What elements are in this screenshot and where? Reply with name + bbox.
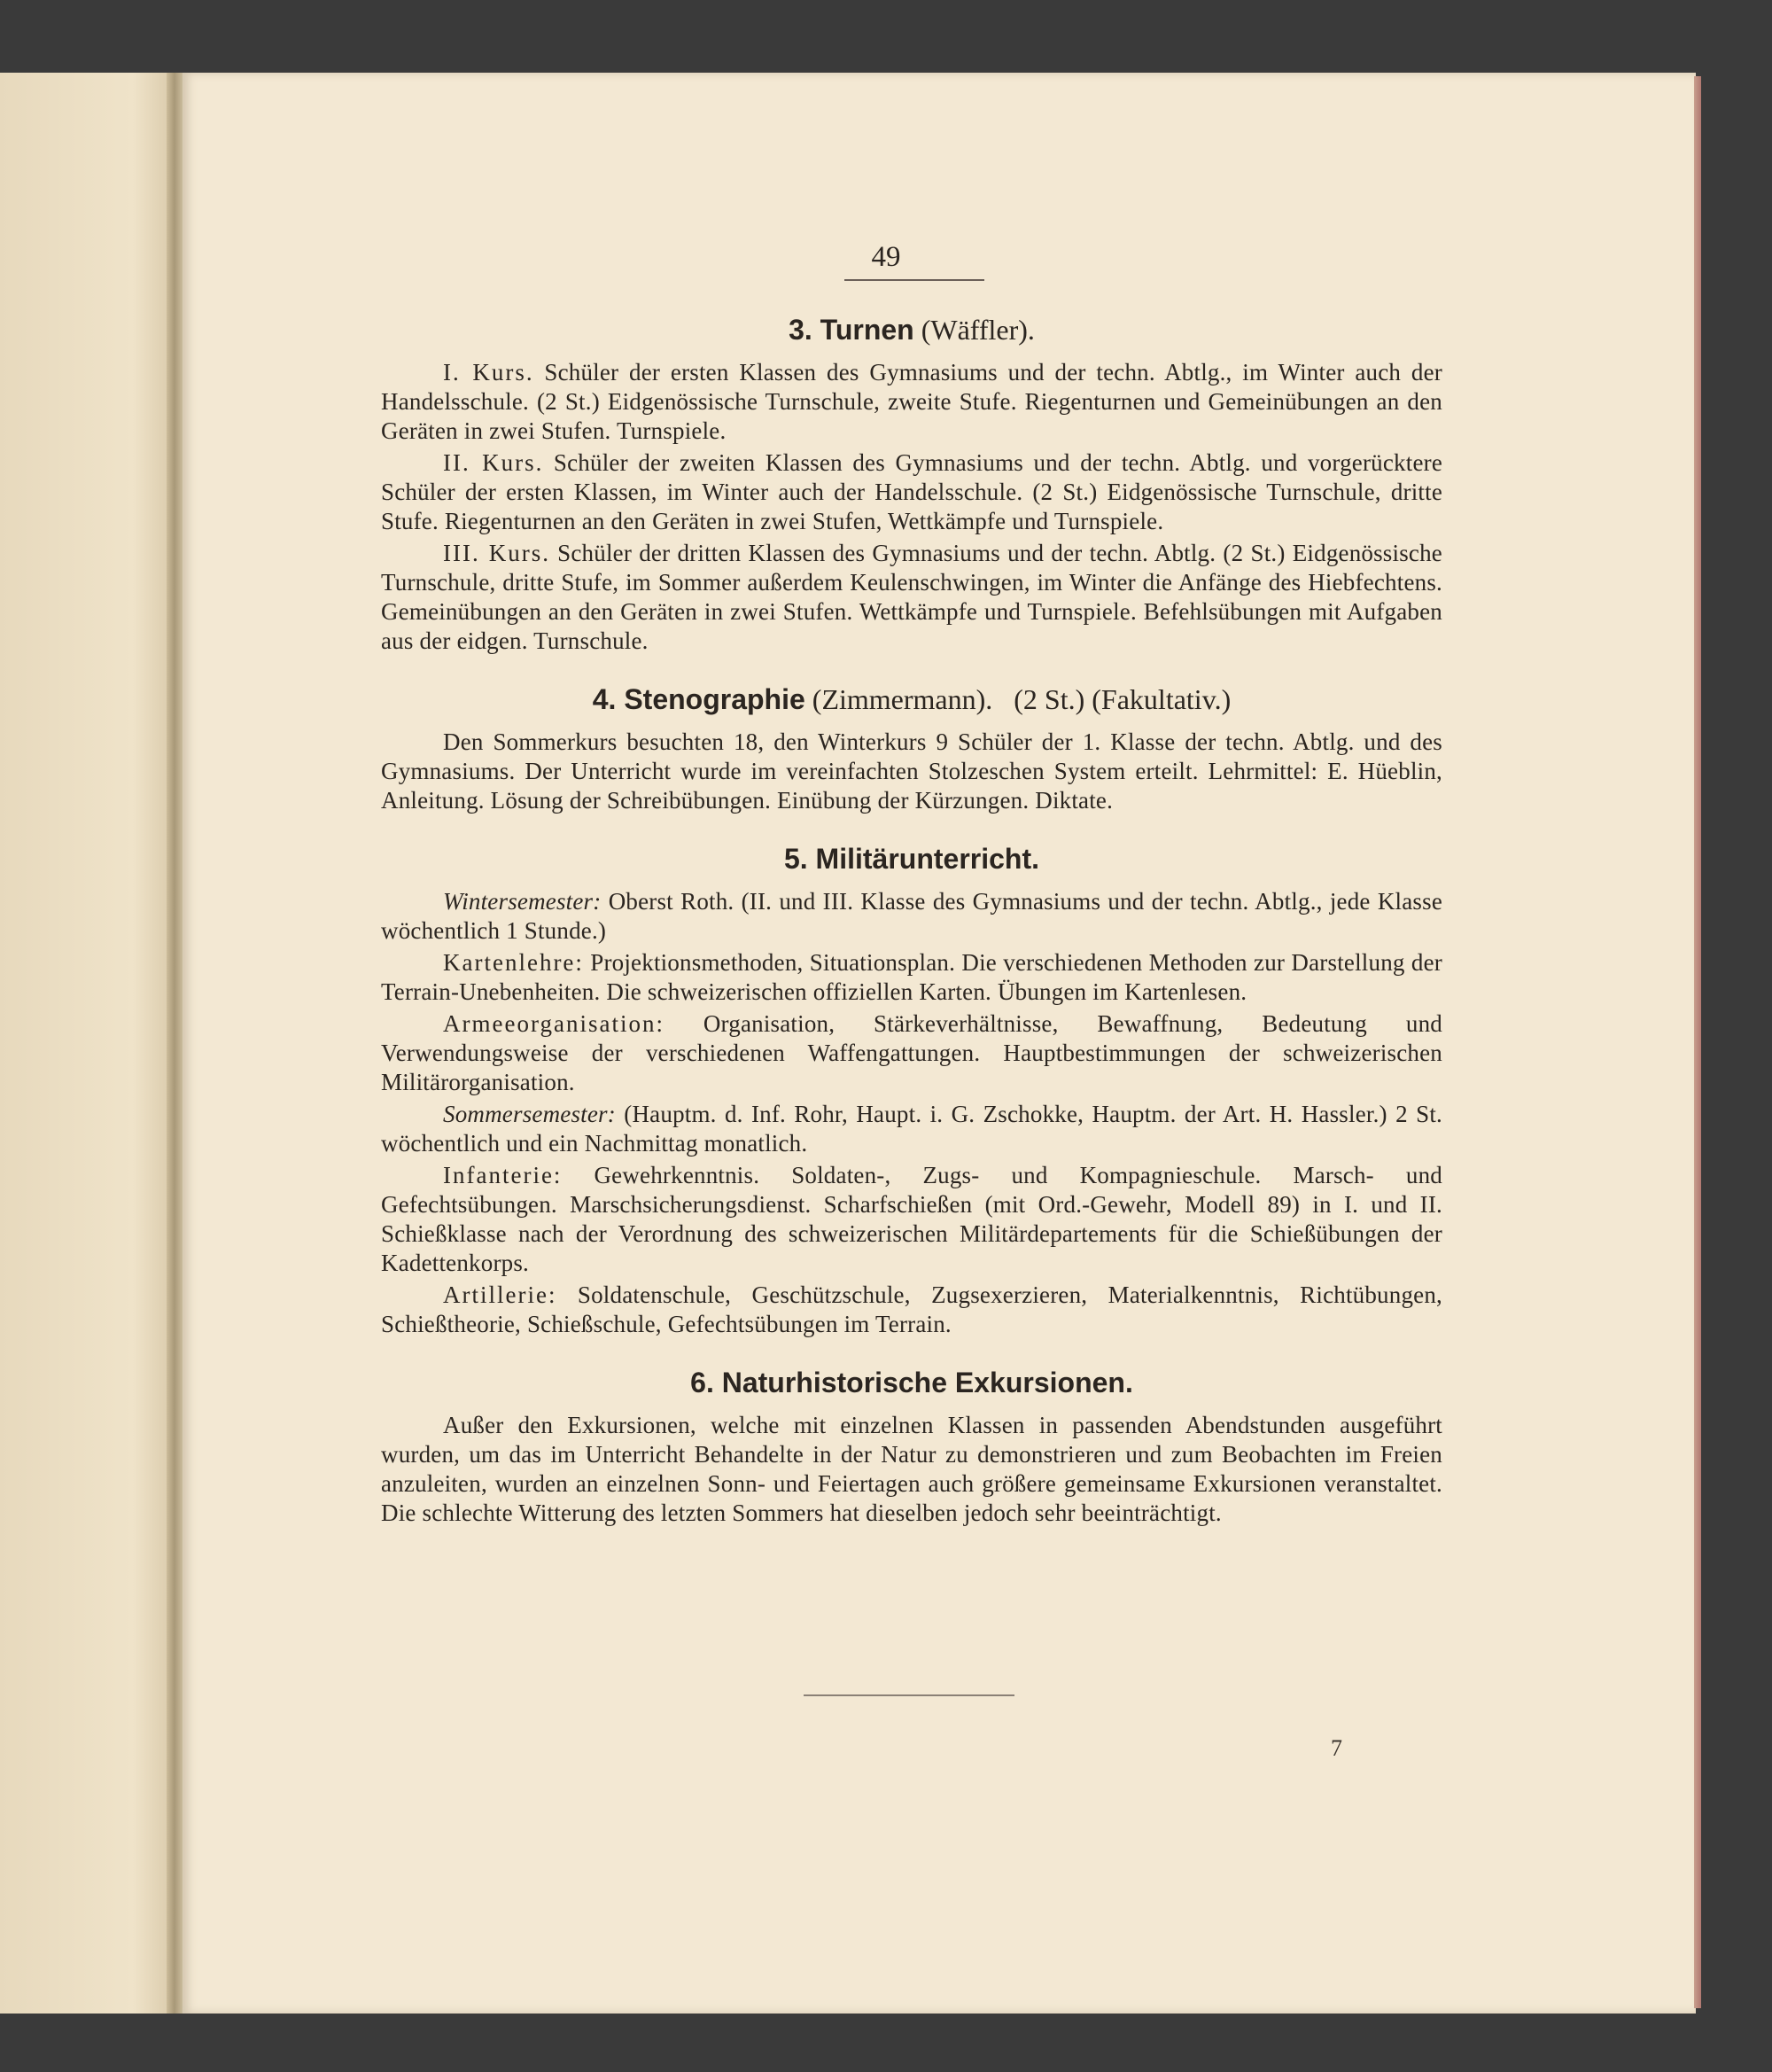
paragraph bbox=[381, 948, 1442, 1007]
section-hours: (2 St.) (Fakultativ.) bbox=[1014, 683, 1232, 715]
paragraph bbox=[381, 1161, 1442, 1278]
paragraph-text: Oberst Roth. (II. und III. Klasse des Gymnasiums und der techn. Abtlg., jede Klasse wöchentlich 1 Stunde.) bbox=[381, 888, 1442, 944]
paragraph-text: Organisation, Stärkeverhältnisse, Bewaffnung, Bedeutung und Verwendungsweise der verschiedenen Waffengattungen. Hauptbestimmungen der schweizerischen Militärorganisation. bbox=[381, 1010, 1442, 1095]
paragraph bbox=[381, 1009, 1442, 1097]
signature-mark: 7 bbox=[1331, 1735, 1342, 1761]
end-rule bbox=[804, 1694, 1014, 1696]
section-teacher: (Wäffler). bbox=[921, 314, 1035, 346]
paragraph bbox=[381, 728, 1442, 815]
section-heading bbox=[381, 841, 1442, 876]
section-heading bbox=[381, 682, 1442, 717]
paragraph-text: Schüler der ersten Klassen des Gymnasiums und der techn. Abtlg., im Winter auch der Handelsschule. (2 St.) Eidgenössische Turnschule, zweite Stufe. Riegenturnen und Gemeinübungen an den Geräten in zwei Stufen. Turnspiele. bbox=[381, 359, 1442, 444]
paragraph-lead: I. Kurs. bbox=[443, 359, 534, 386]
section-stenographie bbox=[381, 682, 1442, 815]
section-exkursionen bbox=[381, 1365, 1442, 1528]
paragraph bbox=[381, 1281, 1442, 1339]
paragraph-lead: Wintersemester: bbox=[443, 888, 602, 915]
paragraph-lead: Armeeorganisation: bbox=[443, 1010, 664, 1037]
paragraph-text: Projektionsmethoden, Situationsplan. Die verschiedenen Methoden zur Darstellung der Terrain-Unebenheiten. Die schweizerischen offiziellen Karten. Übungen im Kartenlesen. bbox=[381, 949, 1442, 1005]
paragraph-lead: II. Kurs. bbox=[443, 449, 544, 476]
section-heading bbox=[381, 1365, 1442, 1400]
section-heading bbox=[381, 312, 1442, 347]
paragraph-lead: Kartenlehre: bbox=[443, 949, 584, 976]
paragraph-text: (Hauptm. d. Inf. Rohr, Haupt. i. G. Zschokke, Hauptm. der Art. H. Hassler.) 2 St. wöchentlich und ein Nachmittag monatlich. bbox=[381, 1101, 1442, 1157]
paragraph-lead: III. Kurs. bbox=[443, 540, 550, 566]
section-teacher: (Zimmermann). bbox=[812, 683, 993, 715]
page-content bbox=[381, 305, 1442, 1531]
section-title: 6. Naturhistorische Exkursionen. bbox=[690, 1367, 1133, 1398]
section-turnen bbox=[381, 312, 1442, 656]
paragraph-text: Gewehrkenntnis. Soldaten-, Zugs- und Kompagnieschule. Marsch- und Gefechtsübungen. Marschsicherungsdienst. Scharfschießen (mit Ord.-Gewehr, Modell 89) in I. und II. Schießklasse nach der Verordnung des schweizerischen Militärdepartements für die Schießübungen der Kadettenkorps. bbox=[381, 1162, 1442, 1276]
left-page bbox=[0, 73, 177, 2014]
paragraph bbox=[381, 1411, 1442, 1528]
paragraph-lead: Sommersemester: bbox=[443, 1101, 616, 1127]
section-title: 5. Militärunterricht. bbox=[783, 843, 1040, 875]
paragraph bbox=[381, 358, 1442, 446]
paragraph-text: Außer den Exkursionen, welche mit einzelnen Klassen in passenden Abendstunden ausgeführt wurden, um das im Unterricht Behandelte in der Natur zu demonstrieren und zum Beobachten im Freien anzuleiten, wurden an einzelnen Sonn- und Feiertagen auch größere gemeinsame Exkursionen veranstaltet. Die schlechte Witterung des letzten Sommers hat dieselben jedoch sehr beeinträchtigt. bbox=[381, 1412, 1442, 1526]
paragraph-text: Soldatenschule, Geschützschule, Zugsexerzieren, Materialkenntnis, Richtübungen, Schießtheorie, Schießschule, Gefechtsübungen im Terrain. bbox=[381, 1281, 1442, 1337]
paragraph bbox=[381, 887, 1442, 946]
paragraph-lead: Artillerie: bbox=[443, 1281, 557, 1308]
paragraph bbox=[381, 448, 1442, 536]
section-title: 3. Turnen bbox=[789, 314, 914, 346]
page-edge bbox=[1694, 76, 1701, 2008]
page-number-rule bbox=[844, 279, 984, 281]
section-title: 4. Stenographie bbox=[592, 683, 805, 715]
section-militaerunterricht bbox=[381, 841, 1442, 1339]
paragraph bbox=[381, 1100, 1442, 1158]
paragraph-text: Schüler der dritten Klassen des Gymnasiums und der techn. Abtlg. (2 St.) Eidgenössische Turnschule, dritte Stufe, im Sommer außerdem Keulenschwingen, im Winter die Anfänge des Hiebfechtens. Gemeinübungen an den Geräten in zwei Stufen. Wettkämpfe und Turnspiele. Befehlsübungen mit Aufgaben aus der eidgen. Turnschule. bbox=[381, 540, 1442, 654]
paragraph-text: Schüler der zweiten Klassen des Gymnasiums und der techn. Abtlg. und vorgerücktere Schüler der ersten Klassen, im Winter auch der Handelsschule. (2 St.) Eidgenössische Turnschule, dritte Stufe. Riegenturnen an den Geräten in zwei Stufen, Wettkämpfe und Turnspiele. bbox=[381, 449, 1443, 534]
paragraph-text: Den Sommerkurs besuchten 18, den Winterkurs 9 Schüler der 1. Klasse der techn. Abtlg. und des Gymnasiums. Der Unterricht wurde im vereinfachten Stolzeschen System erteilt. Lehrmittel: E. Hüeblin, Anleitung. Lösung der Schreibübungen. Einübung der Kürzungen. Diktate. bbox=[381, 728, 1442, 814]
page-number: 49 bbox=[871, 241, 901, 273]
paragraph-lead: Infanterie: bbox=[443, 1162, 563, 1188]
paragraph bbox=[381, 539, 1442, 656]
